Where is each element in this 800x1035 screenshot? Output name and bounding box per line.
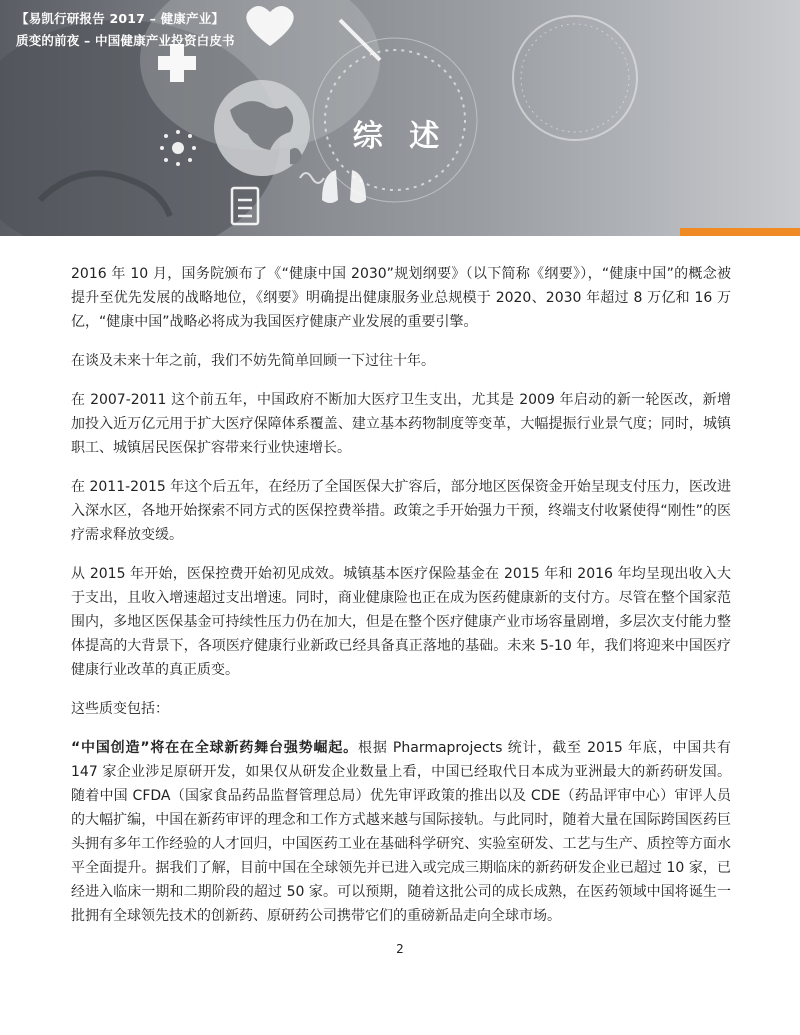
bold-lead: “中国创造”将在在全球新药舞台强势崛起。 — [71, 740, 358, 756]
paragraph: 从 2015 年开始，医保控费开始初见成效。城镇基本医疗保险基金在 2015 年和 2016 年均呈现出收入大于支出，且收入增速超过支出增速。同时，商业健康险也正在成为医药健康新的支付方。尽管在整个国家范围内，多地区医保基金可持续性压力仍在加大，但是在整个医疗健康产业市场容量剧增，多层次支付能力整体提高的大背景下，各项医疗健康行业新政已经具备真正落地的基础。未来 5-10 年，我们将迎来中国医疗健康行业改革的真正质变。 — [71, 566, 731, 678]
accent-bar — [680, 228, 800, 236]
header-banner — [0, 0, 800, 236]
dna-icon — [300, 173, 324, 183]
paragraph: 这些质变包括： — [71, 701, 169, 717]
paragraph: 2016 年 10 月，国务院颁布了《“健康中国 2030”规划纲要》（以下简称《纲要》），“健康中国”的概念被提升至优先发展的战略地位，《纲要》明确提出健康服务业总规模于 2020、2030 年超过 8 万亿和 16 万亿，“健康中国”战略必将成为我国医疗健康产业发展的重要引擎。 — [71, 266, 731, 330]
report-series-title: 【易凯行研报告 2017 – 健康产业】 — [16, 11, 225, 26]
paragraph: 在 2007-2011 这个前五年，中国政府不断加大医疗卫生支出，尤其是 2009 年启动的新一轮医改，新增加投入近万亿元用于扩大医疗保障体系覆盖、建立基本药物制度等变革，大幅提振行业景气度；同时，城镇职工、城镇居民医保扩容带来行业快速增长。 — [71, 392, 731, 456]
section-title: 综 述 — [352, 119, 448, 154]
paragraph: 在 2011-2015 年这个后五年，在经历了全国医保大扩容后，部分地区医保资金开始呈现支付压力，医改进入深水区，各地开始探索不同方式的医保控费举措。政策之手开始强力干预，终端支付收紧使得“刚性”的医疗需求释放变缓。 — [71, 479, 731, 543]
paragraph-body: 根据 Pharmaprojects 统计，截至 2015 年底，中国共有 147 家企业涉足原研开发，如果仅从研发企业数量上看，中国已经取代日本成为亚洲最大的新药研发国。随着中国 CFDA（国家食品药品监督管理总局）优先审评政策的推出以及 CDE（药品评审中心）审评人员的大幅扩编，中国在新药审评的理念和工作方式越来越与国际接轨。与此同时，随着大量在国际跨国医药巨头拥有多年工作经验的人才回归，中国医药工业在基础科学研究、实验室研发、工艺与生产、质控等方面水平全面提升。据我们了解，目前中国在全球领先并已进入或完成三期临床的新药研发企业已超过 10 家，已经进入临床一期和二期阶段的超过 50 家。可以预期，随着这批公司的成长成熟，在医药领域中国将诞生一批拥有全球领先技术的创新药、原研药公司携带它们的重磅新品走向全球市场。 — [71, 740, 732, 924]
body-text — [71, 262, 731, 943]
page-number: 2 — [396, 942, 404, 956]
paragraph-final — [71, 736, 731, 928]
report-subtitle: 质变的前夜 – 中国健康产业投资白皮书 — [16, 33, 235, 48]
lungs-icon — [322, 170, 366, 203]
paragraph: 在谈及未来十年之前，我们不妨先简单回顾一下过往十年。 — [71, 353, 435, 369]
